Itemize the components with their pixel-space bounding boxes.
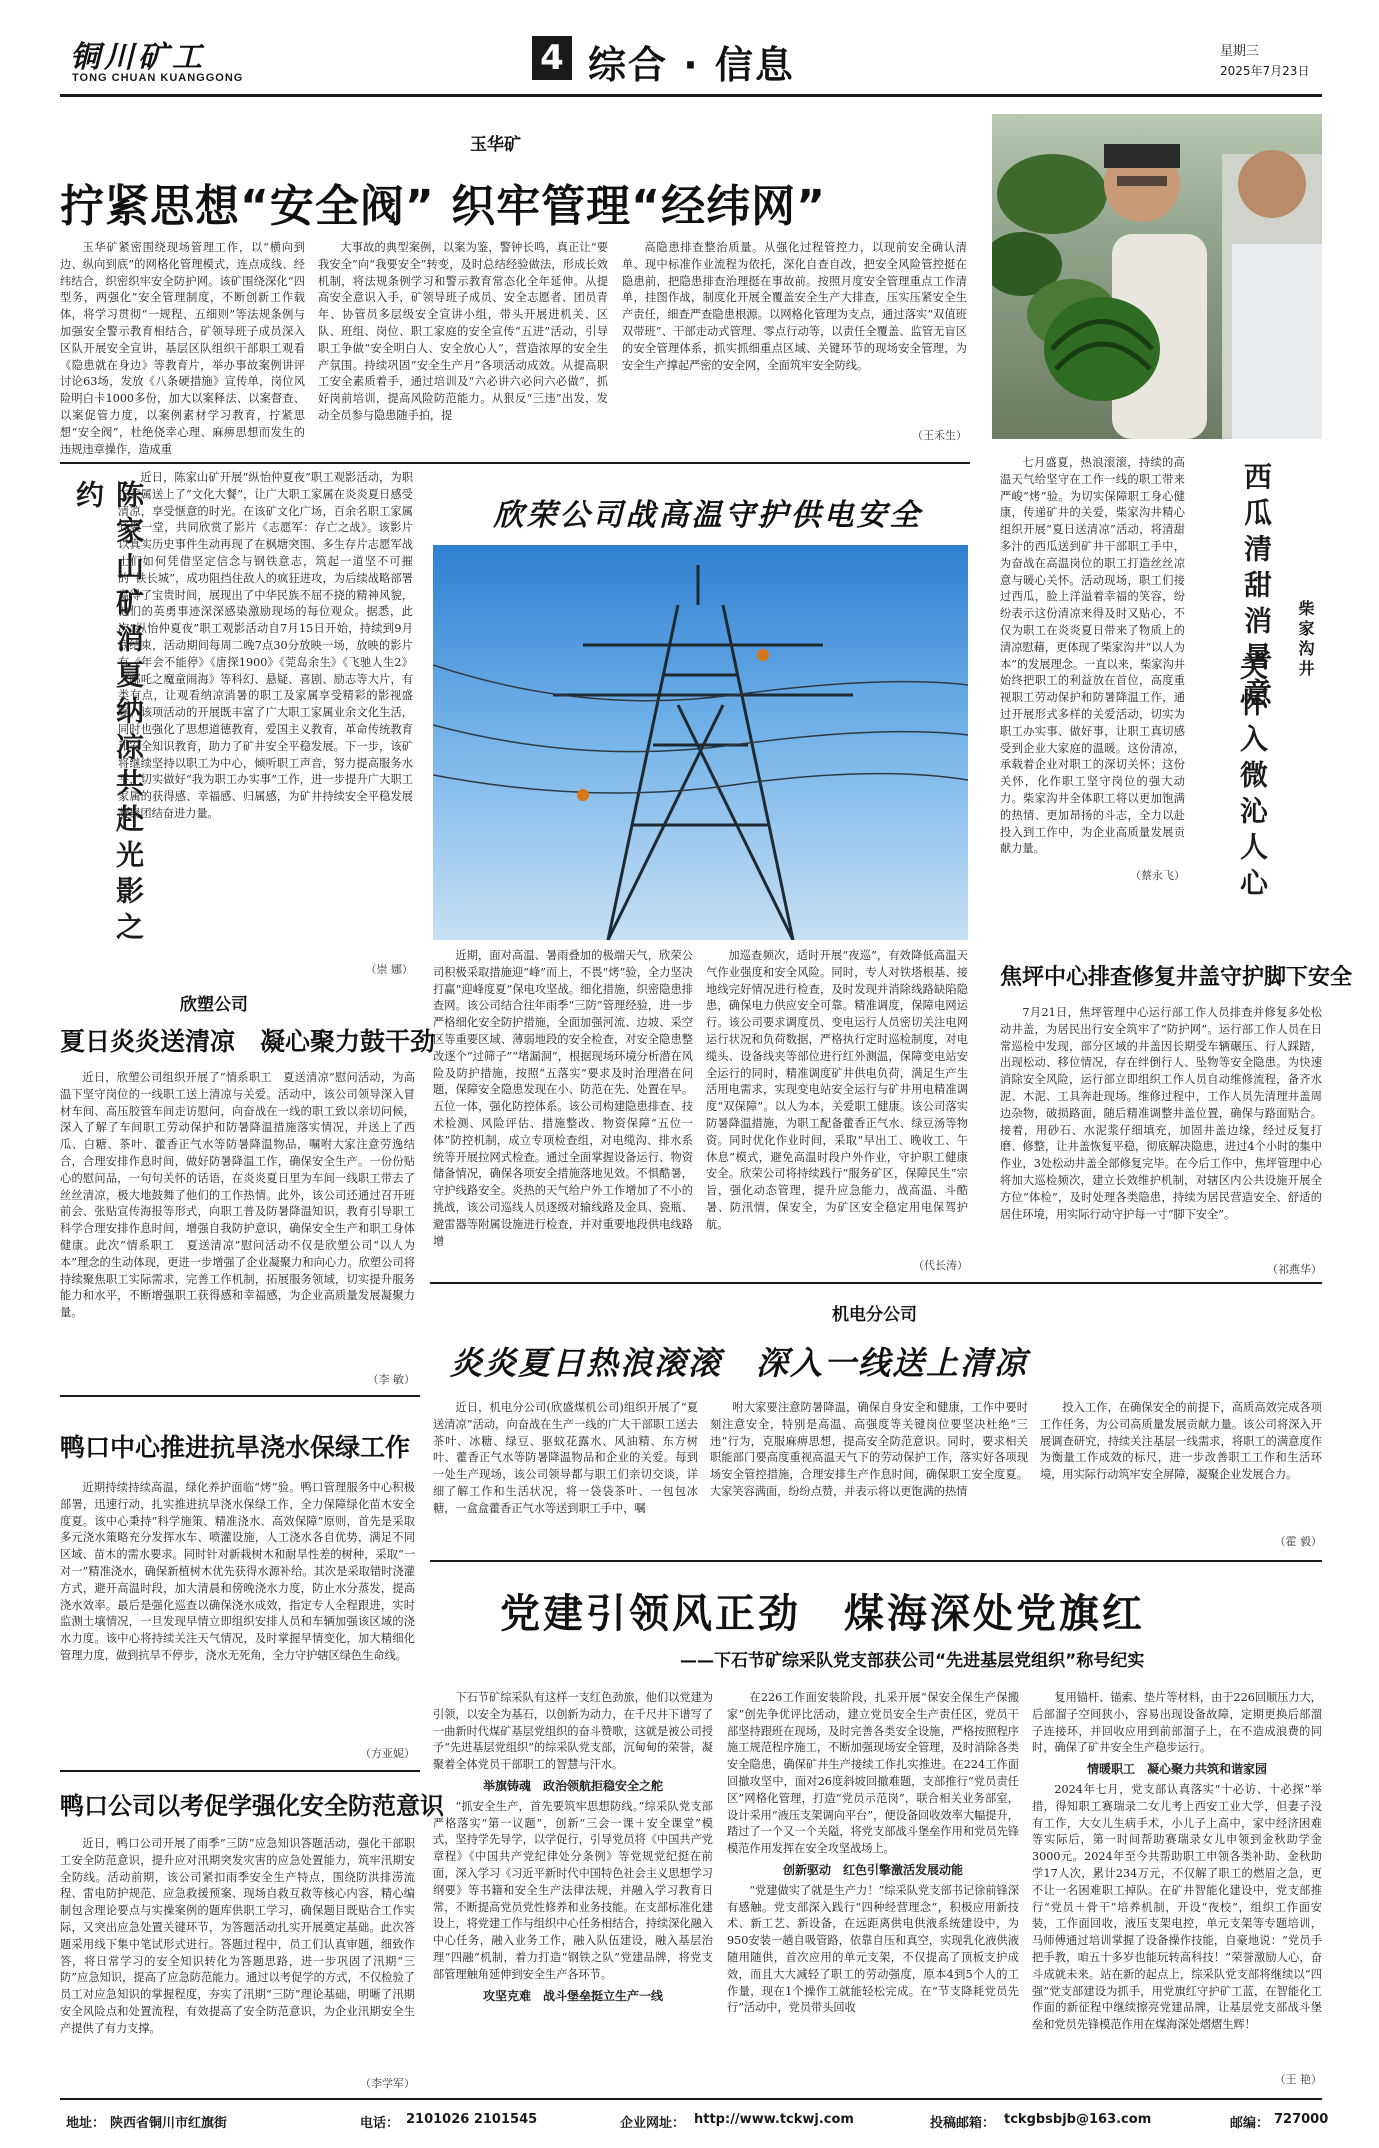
article7-col2-text: 咐大家要注意防暑降温，确保自身安全和健康，工作中要时刻注意安全，特别是高温、高强度等关键岗位要坚决杜绝“三违”行为，克服麻痹思想，提高安全防范意识。同时，要求相关职能部门要高度重视高温天气下的劳动保护工作，落实好各项现场安全管控措施，合理安排生产作息时间，确保职工安全度夏。大家笑容满面，纷纷点赞，并表示将以更饱满的热情 bbox=[710, 1401, 1028, 1498]
footer-address: 陕西省铜川市红旗街 bbox=[110, 2116, 228, 2131]
article8-body-text: 近期持续持续高温，绿化养护面临“烤”验。鸭口管理服务中心积极部署，迅速行动，扎实推进抗旱浇水保绿工作，全力保障绿化苗木安全度夏。该中心秉持“科学施策、精准浇水、高效保障”原则，首先是采取多元浇水策略充分发挥水车、喷灌设施，人工浇水各自优势，满足不同区域、苗木的需水要求。同时针对新栽树木和耐旱性差的树种，采取“一对一”精准浇水，确保新植树木优先获得水源补给。其次是采取错时浇灌方式，避开高温时段，加大清晨和傍晚浇水力度，防止水分蒸发，提高浇水效率。最后是强化巡查以确保浇水成效，指定专人全程跟进，实时监测土壤情况，一旦发现早情立即组织安排人员和车辆加强该区域的浇水力度。该中心将持续关注天气情况，及时掌握早情变化，加大精细化管理力度，做到抗旱不停步，浇水无死角，全力守护辖区绿色生命线。 bbox=[60, 1481, 415, 1662]
article10-title: 党建引领风正劲 煤海深处党旗红 bbox=[500, 1591, 1145, 1637]
article7-col2 bbox=[710, 1400, 1028, 1550]
article5-title: 夏日炎炎送清凉 凝心聚力鼓干劲 bbox=[60, 1027, 436, 1056]
article2-byline: （崇 娜） bbox=[365, 963, 413, 976]
article10-sub4: 情暖职工 凝心聚力共筑和谐家园 bbox=[1086, 1762, 1267, 1777]
footer-web-label: 企业网址： bbox=[620, 2116, 686, 2131]
article1-col1 bbox=[60, 240, 305, 460]
watermelon-photo bbox=[992, 114, 1322, 439]
article10-col3-body: 复用锚杆、锚索、垫片等材料，由于226回顺压力大，后部溜子空间狭小，容易出现设备故障，定期更换后部溜子连接环，并回收应用到前部溜子上，在不造成浪费的同时，确保了矿井安全生产稳步运行。 bbox=[1032, 1691, 1322, 1755]
article10-sub2: 攻坚克难 战斗堡垒挺立生产一线 bbox=[482, 1988, 663, 2003]
article8-title: 鸭口中心推进抗旱浇水保绿工作 bbox=[60, 1433, 411, 1462]
article10-byline: （王 艳） bbox=[1274, 2073, 1322, 2086]
article6-body bbox=[1000, 1005, 1322, 1260]
masthead bbox=[60, 28, 1320, 90]
article6-title: 焦坪中心排查修复井盖守护脚下安全 bbox=[1000, 965, 1353, 990]
article7-col3-text: 投入工作，在确保安全的前提下，高质高效完成各项工作任务，为公司高质量发展贡献力量。该公司将深入开展调查研究，持续关注基层一线需求，将职工的满意度作为衡量工作成效的标尺，进一步改善职工工作和生活环境，用实际行动筑牢安全屏障，凝聚企业发展合力。 bbox=[1040, 1401, 1322, 1482]
article10-col1 bbox=[433, 1690, 713, 2090]
footer-email[interactable]: tckgbsbjb@163.com bbox=[1004, 2112, 1152, 2127]
article4-body bbox=[1000, 455, 1185, 865]
article10-col3-body2: 2024年七月，党支部认真落实“十必访、十必探”举措，得知职工赛瑞录二女儿考上西安工业大学，但妻子没有工作，大女儿生病手术，小儿子上高中，家中经济困难等实际后，第一时间帮助赛瑞录女儿申领到金秋助学金3000元。2024年至今共帮助职工申领各类补助、金秋助学17人次，累计234万元，不仅解了职工的燃眉之急，更不让一名困难职工掉队。在矿井智能化建设中，党支部推行“党员＋骨干”培养机制，开设“夜校”，组织工作面安装，工作面回收，液压支架电控，单元支架等专题培训，马师傅通过培训掌握了设备操作技能，自豪地说：“党员手把手教，咱五十多岁也能玩转高科技！”荣誉激励人心，奋斗成就未来。站在新的起点上，综采队党支部将继续以“四强”党支部建设为抓手，用党旗红守护矿工蓝，在智能化工作面的新征程中继续擦亮党建品牌，让基层党支部战斗堡垒和党员先锋模范作用在煤海深处熠熠生辉！ bbox=[1032, 1782, 1322, 2032]
article8-byline: （方亚妮） bbox=[360, 1747, 415, 1760]
article5-body bbox=[60, 1070, 415, 1370]
article10-col2-body2: “党建做实了就是生产力！”综采队党支部书记徐前锋深有感触。党支部深入践行“四种经营理念”，积极应用新技术、新工艺、新设备，在远距离供电供液系统建设中，为950安装一趟自吸管路，依靠自压和真空，实现乳化液供液随用随供，首次应用的单元支架，不仅提高了顶板支护成效，而且大大减轻了职工的劳动强度，原本4到5个人的工作量，现在1个操作工就能轻松完成。在“节支降耗党员先行”活动中，党员带头回收 bbox=[727, 1883, 1019, 2015]
article1-col2-text: 大事故的典型案例，以案为鉴，警钟长鸣，真正让“要我安全”向“我要安全”转变，及时总结经验做法，形成长效机制，将法规条例学习和警示教育常态化全年延伸。从提高安全意识入手，矿领导班子成员、安全志愿者、团员青年、协管员多层级安全宣讲小组，带头开展进机关、区队、班组、岗位、职工家庭的安全宣传“五进”活动，引导职工争做“安全明白人、安全放心人”，营造浓厚的安全生产氛围。持续巩固“安全生产月”各项活动成效。从提高职工安全素质着手，通过培训及“六必讲六必问六必做”，抓好岗前培训，提高风险防范能力。从狠反“三违”出发，发动全员参与隐患随手拍，提 bbox=[318, 241, 608, 422]
article10-subtitle: ——下石节矿综采队党支部获公司“先进基层党组织”称号纪实 bbox=[680, 1651, 1145, 1671]
article6-byline: （祁燕华） bbox=[1267, 1263, 1322, 1276]
date: 2025年7月23日 bbox=[1220, 64, 1310, 78]
article4-byline: （蔡永飞） bbox=[1130, 869, 1185, 882]
article10-col3 bbox=[1032, 1690, 1322, 2070]
footer-phone-label: 电话： bbox=[360, 2116, 400, 2131]
masthead-rule bbox=[60, 94, 1322, 97]
article5-body-text: 近日，欣塑公司组织开展了“情系职工 夏送清凉”慰问活动，为高温下坚守岗位的一线职工送上清凉与关爱。活动中，该公司领导深入冒材车间、高压胶管车间走访慰问，向奋战在一线的职工致以亲切问候，深入了解了车间职工劳动保护和防暑降温措施落实情况，并送上了西瓜、白糖、茶叶、藿香正气水等防暑降温物品，嘱咐大家注意劳逸结合，合理安排作息时间，做好防暑降温工作，确保安全生产。一份份贴心的慰问品，一句句关怀的话语，在炎炎夏日里为车间一线职工带去了丝丝清凉，极大地鼓舞了他们的工作热情。此外，该公司还通过召开班前会、张贴宣传海报等形式，向职工普及防暑降温知识，教育引导职工科学合理安排作息时间，增强自我防护意识，确保安全生产和职工身体健康。此次“情系职工 夏送清凉”慰问活动不仅是欣塑公司“以人为本”理念的生动体现，更进一步增强了企业凝聚力和向心力。欣塑公司将持续聚焦职工实际需求，完善工作机制，拓展服务领域，切实提升服务能力和水平，不断增强职工获得感和幸福感，为企业高质量发展凝聚力量。 bbox=[60, 1071, 415, 1320]
separator-5 bbox=[430, 1560, 1322, 1562]
article1-col3 bbox=[622, 240, 967, 424]
article1-col3-text: 高隐患排查整治质量。从强化过程管控力，以现前安全确认清单、现中标准作业流程为依托，深化自查自改，把安全风险管控挺在隐患前，把隐患排查治理挺在事故前。按照月度安全管理重点工作清单，挂图作战，制度化开展全覆盖安全生产大排查，压实压紧安全生产责任，细查严查隐患根源。以网格化管理为支点，通过落实“双值班双带班”、干部走动式管理、零点行动等，以责任全覆盖、监管无盲区的安全管理体系，抓实抓细重点区域、关键环节的现场安全管理，为安全生产撑起严密的安全网，全面筑牢安全防线。 bbox=[622, 241, 967, 372]
paper-pinyin: TONG CHUAN KUANGGONG bbox=[72, 72, 244, 84]
footer-phone: 2101026 2101545 bbox=[406, 2112, 538, 2127]
article2-body-text: 近日，陈家山矿开展“纵怡仲夏夜”职工观影活动，为职工家属送上了“文化大餐”，让广大职工家属在炎炎夏日感受清凉，享受惬意的时光。在该矿文化广场，百余名职工家属齐聚一堂，共同欣赏了影片《志愿军：存亡之战》。该影片以真实历史事件生动再现了在枫塘突围、多生存片志愿军战士们如何凭借坚定信念与钢铁意志，筑起一道坚不可摧的“铁长城”，成功阻挡住敌人的疯狂进攻，为后续战略部署赢得了宝贵时间，展现出了中华民族不屈不挠的精神风貌，他们的英勇事迹深深感染激励现场的每位观众。据悉，此次“纵怡仲夏夜”职工观影活动自7月15日开始，持续到9月底结束，活动期间每周二晚7点30分放映一场，放映的影片有《年会不能停》《唐探1900》《莞岛余生》《飞驰人生2》《哪吒之魔童闹海》等科幻、悬疑、喜剧、励志等大片，有类有点，让观看纳凉消暑的职工及家属享受精彩的影视盛宴。该项活动的开展既丰富了广大职工家属业余文化生活，同时也强化了思想道德教育，爱国主义教育，革命传统教育和安全知识教育，助力了矿井安全平稳发展。下一步，该矿将继续坚持以职工为中心，倾听职工声音，努力提高服务水平，切实做好“我为职工办实事”工作，进一步提升广大职工家属的获得感、幸福感、归属感，为矿井持续安全平稳发展凝聚团结奋进力量。 bbox=[118, 471, 413, 820]
article5-kicker: 欣塑公司 bbox=[180, 995, 248, 1015]
article1-col2 bbox=[318, 240, 608, 460]
section-title: 综合 · 信息 bbox=[588, 43, 795, 87]
article7-title: 炎炎夏日热浪滚滚 深入一线送上清凉 bbox=[450, 1344, 1029, 1382]
article7-kicker: 机电分公司 bbox=[832, 1305, 917, 1325]
article3-title: 欣荣公司战高温守护供电安全 bbox=[493, 498, 923, 533]
page-number-box bbox=[532, 36, 572, 80]
paper-name: 铜川矿工 bbox=[70, 40, 206, 75]
article10-col2-body: 在226工作面安装阶段，扎采开展“保安全保生产保搬家”创先争优评比活动，建立党员安全生产责任区，党员干部坚持跟班在现场，及时完善各类安全设施，严格按照程序施工规范程序施工，不断加强现场安全管理，及时消除各类安全隐患，确保矿井生产接续工作扎实推进。在224工作面回撤攻坚中，面对26度斜坡回撤难题，支部推行“党员责任区”网格化管理，打造“党员示范岗”，联合相关业务部室，设计采用“液压支架调向平台”，便设备回收效率大幅提升，踏过了一个又一个关隘，将党支部战斗堡垒作用和党员先锋模范作用发挥在安全攻坚战场上。 bbox=[727, 1691, 1019, 1856]
separator-4 bbox=[60, 1770, 420, 1772]
article7-col3 bbox=[1040, 1400, 1322, 1532]
article5-byline: （李 敏） bbox=[367, 1373, 415, 1386]
article3-col2 bbox=[706, 948, 968, 1248]
article4-body-text: 七月盛夏，热浪滚滚，持续的高温天气给坚守在工作一线的职工带来严峻“烤”验。为切实保障职工身心健康，传递矿井的关爱，柴家沟井精心组织开展“夏日送清凉”活动，将清甜多汁的西瓜送到矿井干部职工手中，为奋战在高温岗位的职工打造丝丝凉意与暖心关怀。活动现场，职工们接过西瓜，脸上洋溢着幸福的笑容，纷纷表示这份清凉来得及时又贴心，不仅为职工在炎炎夏日带来了物质上的清凉慰藉，更体现了柴家沟井“以人为本”的发展理念。一直以来，柴家沟井始终把职工的利益放在首位，高度重视职工劳动保护和防暑降温工作，通过开展形式多样的关爱活动，切实为职工办实事、做好事，让职工真切感受到企业大家庭的温暖。这份清凉，承载着企业对职工的深切关怀；这份关怀，化作职工坚守岗位的强大动力。柴家沟井全体职工将以更加饱满的热情、更加昂扬的斗志，全力以赴投入到工作中，为企业高质量发展贡献力量。 bbox=[1000, 456, 1185, 856]
weekday: 星期三 bbox=[1220, 44, 1260, 59]
footer-web[interactable]: http://www.tckwj.com bbox=[694, 2112, 854, 2127]
article2-title: 陈家山矿消夏纳凉共赴光影之约 bbox=[72, 480, 145, 948]
article4-source: 柴家沟井 bbox=[1296, 600, 1315, 680]
article1-byline: （王禾生） bbox=[912, 429, 967, 442]
footer-email-label: 投稿邮箱： bbox=[930, 2116, 996, 2131]
footer bbox=[60, 2106, 1329, 2136]
footer-zip-label: 邮编： bbox=[1230, 2116, 1270, 2131]
page-number: 4 bbox=[540, 38, 564, 78]
watermelon-photo-art bbox=[992, 114, 1322, 439]
article9-body-text: 近日，鸭口公司开展了雨季“三防”应急知识答题活动，强化干部职工安全防范意识，提升应对汛期突发灾害的应急处置能力，筑牢汛期安全防线。活动前期，该公司紧扣雨季安全生产特点，围绕防洪排涝流程、雷电防护规范、应急救援预案、现场自救互救等核心内容，精心编制包含理论要点与实操案例的题库供职工学习，确保题目既贴合工作实际，又突出应急处置关键环节，为答题活动扎实开展奠定基础。此次答题采用线下集中笔试形式进行。答题过程中，员工们认真审题，细致作答，将日常学习的安全知识转化为答题思路，进一步巩固了汛期“三防”应急知识，提高了应急防范能力。通过以考促学的方式，不仅检验了员工对应急知识的掌握程度，夯实了汛期“三防”理论基础，明晰了汛期安全风险点和处置流程，有效提高了安全防范意识，为企业汛期安全生产提供了有力支撑。 bbox=[60, 1837, 415, 2035]
article10-sub3: 创新驱动 红色引擎激活发展动能 bbox=[782, 1862, 963, 1877]
article1-title: 拧紧思想“安全阀” 织牢管理“经纬网” bbox=[60, 181, 826, 232]
separator-1 bbox=[60, 462, 970, 464]
article1-kicker: 玉华矿 bbox=[470, 135, 521, 155]
article10-sub1: 举旗铸魂 政治领航拒稳安全之舵 bbox=[482, 1778, 663, 1793]
article8-body bbox=[60, 1480, 415, 1740]
article4-title-2: 关怀入微沁人心 bbox=[1236, 652, 1269, 904]
article9-title: 鸭口公司以考促学强化安全防范意识 bbox=[60, 1792, 444, 1820]
power-tower-art bbox=[433, 545, 968, 940]
separator-3 bbox=[60, 1395, 420, 1397]
article7-col1-text: 近日，机电分公司(欣盛煤机公司)组织开展了“夏送清凉”活动，向奋战在生产一线的广大干部职工送去茶叶、冰糖、绿豆、驱蚊花露水、风油精、东方树叶、藿香正气水等防暑降温物品和企业的关爱。每到一处生产现场，该公司领导都与职工们亲切交谈，详细了解工作和生活状况，将一袋袋茶叶、一包包冰糖，一盒盒藿香正气水等送到职工手中，嘱 bbox=[433, 1401, 698, 1515]
article3-col1 bbox=[433, 948, 693, 1278]
article9-body bbox=[60, 1836, 415, 2074]
article3-byline: （代长涛） bbox=[913, 1259, 968, 1272]
article3-col1-text: 近期，面对高温、暑雨叠加的极端天气，欣荣公司积极采取措施迎“峰”而上，不畏“烤”验，全力坚决打赢“迎峰度夏”保电攻坚战。细化措施，织密隐患排查网。该公司结合往年雨季“三防”管理经验，进一步严格细化安全防护措施，全面加强河流、边坡、采空区等重要区域、薄弱地段的安全检查，对安全隐患整改逐个“过筛子”“堵漏洞”，根据现场环境分析潜在风险及防护措施，按照“五落实”要求及时治理潜在问题，保障安全隐患发现在小、防范在先、处置在早。五位一体，强化防控体系。该公司构建隐患排查、技术检测、风险评估、措施整改、物资保障“五位一体”防控机制，成立专项检查组，对电缆沟、排水系统等开展拉网式检查。通过全面掌握设备运行、物资储备情况，确保各项安全措施落地见效。不惧酷暑，守护线路安全。炎热的天气给户外工作增加了不小的挑战，该公司巡线人员逐级对输线路及金具、瓷瓶、避雷器等附属设施进行检查，并对重要地段供电线路增 bbox=[433, 949, 693, 1248]
article6-body-text: 7月21日，焦坪管理中心运行部工作人员排查并修复多处松动井盖，为居民出行安全筑牢了“防护网”。运行部工作人员在日常巡检中发现，部分区域的井盖因长期受车辆碾压、行人踩踏，出现松动、移位情况，存在绊倒行人、坠物等安全隐患。为快速消除安全风险，运行部立即组织工作人员自动维修流程，备齐水泥、木泥、工具奔赴现场。维修过程中，工作人员先清理井盖周边杂物，破损路面，随后精准调整井盖位置，确保与路面贴合。接着，用砂石、水泥浆仔细填充，加固井盖边缘，经过反复打磨、修整，让井盖恢复平稳，彻底解决隐患，进过4个小时的集中作业，3处松动井盖全部修复完毕。在今后工作中，焦坪管理中心将加大巡检频次，建立长效维护机制，对辖区内公共设施开展全方位“体检”，及时处理各类隐患，持续为居民营造安全、舒适的居住环境，用实际行动守护每一寸“脚下安全”。 bbox=[1000, 1006, 1322, 1221]
article1-col1-text: 玉华矿紧密围绕现场管理工作，以“横向到边、纵向到底”的网格化管理模式，连点成线、经纬结合，织密织牢安全防护网。该矿围绕深化“四型务，两强化”安全管理制度，不断创新工作载体，将学习贯彻“一规程、五细则”等法规条例与加强安全警示教育相结合，矿领导班子成员深入区队开展安全宣讲，基层区队组织干部职工观看《隐患就在身边》等教育片，举办事故案例讲评讨论63场，发放《八条硬措施》宣传单，岗位风险明白卡1000多份，加大以案释法、以案督查、以案促管力度，以案例素材学习教育，拧紧思想“安全阀”，杜绝侥幸心理、麻痹思想而发生的违规违章操作，造成重 bbox=[60, 241, 305, 456]
article9-byline: （李学军） bbox=[360, 2077, 415, 2090]
article4-title-1: 西瓜清甜消暑意 bbox=[1240, 462, 1273, 714]
power-tower-photo bbox=[433, 545, 968, 940]
article3-col2-text: 加巡查频次，适时开展“夜巡”，有效降低高温天气作业强度和安全风险。同时，专人对铁塔根基、接地线完好情况进行检查，及时发现并消除线路缺陷隐患，确保电力供应安全可靠。精准调度，保障电网运行。该公司要求调度员、变电运行人员密切关注电网运行状况和负荷数据，严格执行定时巡检制度，对电缆头、设备线夹等部位进行红外测温，保障变电站安全运行的同时，精准调度矿井供电负荷，满足生产生活用电需求，实现变电站安全运行与矿井用电精准调度“双保障”。以人为本，关爱职工健康。该公司落实防暑降温措施，为职工配备藿香正气水、绿豆汤等物资。同时优化作业时间，采取“早出工、晚收工、午休息”模式，避免高温时段户外作业，守护职工健康安全。欣荣公司将持续践行“服务矿区，保障民生”宗旨，强化动态管理，提升应急能力，战高温、斗酷暑、防汛情，保安全，为矿区安全稳定用电保驾护航。 bbox=[706, 949, 968, 1231]
footer-rule bbox=[60, 2098, 1322, 2100]
separator-2 bbox=[430, 1282, 1322, 1284]
article10-col1-body: “抓安全生产，首先要筑牢思想防线。”综采队党支部严格落实“第一议题”，创新“三会一课＋安全课堂”模式，坚持学先导学，以学促行，引导党员将《中国共产党章程》《中国共产党纪律处分条例》等党规党纪挺在前面，深入学习《习近平新时代中国特色社会主义思想学习纲要》等书籍和安全生产法律法规，并融入学习教育日常，不断提高党员党性修养和业务技能。在支部标准化建设上，将党建工作与组织中心任务相结合，持续深化融入中心任务，融入业务工作，融入队伍建设，融入基层治理“四融”机制，着力打造“钢铁之队”党建品牌，将党支部管理触角延伸到安全生产各环节。 bbox=[433, 1799, 713, 1981]
article10-col2 bbox=[727, 1690, 1019, 2090]
footer-address-label: 地址： bbox=[66, 2116, 106, 2131]
footer-zip: 727000 bbox=[1274, 2112, 1329, 2127]
article10-col1-intro: 下石节矿综采队有这样一支红色劲旅，他们以党建为引领，以安全为基石，以创新为动力，在千尺井下谱写了一曲新时代煤矿基层党组织的奋斗赞歌，这就是被公司授予“先进基层党组织”的综采队党支部，沉甸甸的荣誉，凝聚着全体党员干部职工的智慧与汗水。 bbox=[433, 1691, 713, 1772]
article2-body bbox=[118, 470, 413, 960]
article7-col1 bbox=[433, 1400, 698, 1550]
article7-byline: （霍 毅） bbox=[1274, 1535, 1322, 1548]
